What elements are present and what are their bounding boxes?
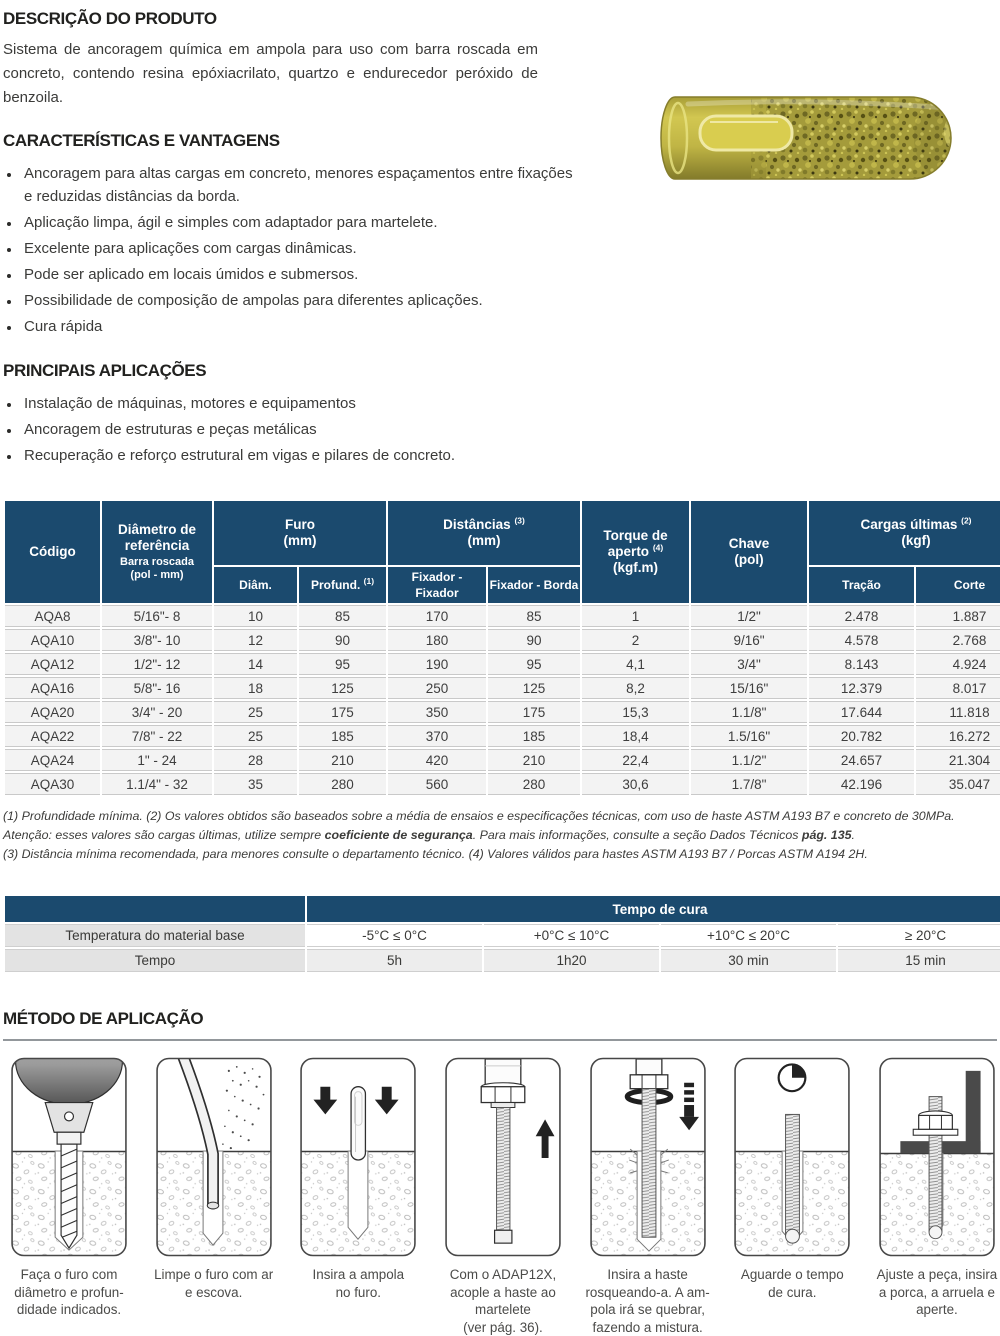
step-5-drive-rod-illustration [589, 1057, 707, 1257]
cell-corte: 11.818 [916, 701, 1000, 723]
cell-corte: 4.924 [916, 653, 1000, 675]
step-5-caption: Insira a haste rosqueando-a. A am- pola irá se quebrar, fazendo a mistura. [585, 1267, 710, 1335]
cell-furo-diam: 14 [214, 653, 297, 675]
col-fix-borda: Fixador - Borda [488, 567, 580, 603]
cell-furo-diam: 25 [214, 725, 297, 747]
cell-fix-fix: 370 [388, 725, 486, 747]
spec-row [5, 725, 1000, 747]
method-step-2 [148, 1057, 280, 1336]
cure-time-label: Tempo [5, 949, 305, 972]
footnote-line-1: (1) Profundidade mínima. (2) Os valores obtidos são baseados sobre a média de ensaios e especificações técnicas, com uso de haste ASTM A193 B7 e concreto de 30MPa. [3, 809, 955, 823]
spec-row [5, 653, 1000, 675]
cell-chave: 9/16" [691, 629, 807, 651]
step-7-fasten-illustration [878, 1057, 996, 1257]
cell-furo-profund: 185 [299, 725, 386, 747]
footnotes [3, 807, 999, 864]
col-codigo: Código [5, 501, 100, 603]
cell-diametro: 5/16"- 8 [102, 605, 212, 627]
spec-row [5, 677, 1000, 699]
cell-tracao: 4.578 [809, 629, 914, 651]
feature-item: • Aplicação limpa, ágil e simples com adaptador para martelete. [21, 211, 573, 234]
method-step-5 [582, 1057, 714, 1336]
col-distancias: Distâncias $^{(3)}$ (mm) [388, 501, 580, 565]
cell-diametro: 1/2"- 12 [102, 653, 212, 675]
spec-table-body [5, 605, 1000, 795]
cell-fix-borda: 175 [488, 701, 580, 723]
cure-time-2: 1h20 [484, 949, 659, 972]
cell-codigo: AQA24 [5, 749, 100, 771]
feature-item: • Possibilidade de composição de ampolas para diferentes aplicações. [21, 289, 573, 312]
cell-tracao: 8.143 [809, 653, 914, 675]
cell-furo-profund: 210 [299, 749, 386, 771]
cell-chave: 1.1/2" [691, 749, 807, 771]
method-title: MÉTODO DE APLICAÇÃO [3, 1009, 204, 1028]
cell-torque: 22,4 [582, 749, 689, 771]
divider [3, 1039, 997, 1041]
spec-row [5, 605, 1000, 627]
capsule-illustration [648, 88, 998, 188]
description-body: Sistema de ancoragem química em ampola para uso com barra roscada em concreto, contendo resina epóxiacrilato, quartzo e endurecedor peróxido de benzoila. [3, 41, 538, 106]
cell-torque: 18,4 [582, 725, 689, 747]
cure-table [3, 894, 1000, 974]
cell-corte: 1.887 [916, 605, 1000, 627]
footnote-line-2: Atenção: esses valores são cargas últimas, utilize sempre coeficiente de segurança. Para mais informações, consulte a seção Dados Técnicos pág. 135. [3, 828, 855, 842]
cell-codigo: AQA12 [5, 653, 100, 675]
step-4-adapter-illustration [444, 1057, 562, 1257]
step-1-drill-illustration [10, 1057, 128, 1257]
cell-fix-fix: 250 [388, 677, 486, 699]
spec-table [3, 499, 1000, 797]
cell-diametro: 5/8"- 16 [102, 677, 212, 699]
method-step-3 [292, 1057, 424, 1336]
cell-furo-diam: 28 [214, 749, 297, 771]
feature-item: • Ancoragem para altas cargas em concreto, menores espaçamentos entre fixações e reduzidas distâncias da borda. [21, 162, 573, 208]
cell-diametro: 3/4" - 20 [102, 701, 212, 723]
features-list [3, 162, 573, 338]
col-diametro: Diâmetro de referência Barra roscada (pol - mm) [102, 501, 212, 603]
step-3-insert-capsule-illustration [299, 1057, 417, 1257]
step-7-caption: Ajuste a peça, insira a porca, a arruela e aperte. [876, 1267, 998, 1317]
cell-furo-profund: 280 [299, 773, 386, 795]
step-6-wait-cure-illustration [733, 1057, 851, 1257]
applications-title: PRINCIPAIS APLICAÇÕES [3, 361, 207, 380]
col-fix-fix: Fixador - Fixador [388, 567, 486, 603]
cell-fix-borda: 90 [488, 629, 580, 651]
cell-furo-diam: 12 [214, 629, 297, 651]
cell-tracao: 2.478 [809, 605, 914, 627]
cell-torque: 2 [582, 629, 689, 651]
cell-fix-borda: 95 [488, 653, 580, 675]
cell-chave: 1.5/16" [691, 725, 807, 747]
cell-fix-borda: 210 [488, 749, 580, 771]
cure-time-3: 30 min [661, 949, 836, 972]
col-tracao: Tração [809, 567, 914, 603]
cure-time-4: 15 min [838, 949, 1000, 972]
method-step-1 [3, 1057, 135, 1336]
col-profund: Profund. $^{(1)}$ [299, 567, 386, 603]
col-corte: Corte [916, 567, 1000, 603]
cell-torque: 15,3 [582, 701, 689, 723]
cell-tracao: 12.379 [809, 677, 914, 699]
cell-chave: 15/16" [691, 677, 807, 699]
cure-temp-label: Temperatura do material base [5, 924, 305, 947]
cell-fix-fix: 560 [388, 773, 486, 795]
cell-codigo: AQA10 [5, 629, 100, 651]
step-2-clean-illustration [155, 1057, 273, 1257]
cell-fix-fix: 350 [388, 701, 486, 723]
description-title: DESCRIÇÃO DO PRODUTO [3, 9, 217, 28]
application-item: • Recuperação e reforço estrutural em vigas e pilares de concreto. [21, 444, 573, 467]
cell-furo-profund: 125 [299, 677, 386, 699]
cell-torque: 30,6 [582, 773, 689, 795]
feature-item: • Excelente para aplicações com cargas dinâmicas. [21, 237, 573, 260]
spec-row [5, 629, 1000, 651]
col-chave: Chave (pol) [691, 501, 807, 603]
cell-furo-diam: 35 [214, 773, 297, 795]
col-furo: Furo (mm) [214, 501, 386, 565]
cell-fix-fix: 190 [388, 653, 486, 675]
spec-row [5, 701, 1000, 723]
cell-tracao: 42.196 [809, 773, 914, 795]
feature-item: • Cura rápida [21, 315, 573, 338]
cure-temp-4: ≥ 20°C [838, 924, 1000, 947]
cure-temp-1: -5°C ≤ 0°C [307, 924, 482, 947]
spec-row [5, 773, 1000, 795]
cell-tracao: 17.644 [809, 701, 914, 723]
cell-codigo: AQA22 [5, 725, 100, 747]
features-title: CARACTERÍSTICAS E VANTAGENS [3, 131, 280, 150]
cell-fix-fix: 170 [388, 605, 486, 627]
chemical-capsule-image [648, 88, 998, 188]
method-step-6 [726, 1057, 858, 1336]
step-2-caption: Limpe o furo com ar e escova. [154, 1267, 274, 1300]
step-1-caption: Faça o furo com diâmetro e profun- didade indicados. [14, 1267, 124, 1317]
step-3-caption: Insira a ampola no furo. [312, 1267, 405, 1300]
cell-codigo: AQA16 [5, 677, 100, 699]
cell-corte: 2.768 [916, 629, 1000, 651]
cell-chave: 3/4" [691, 653, 807, 675]
cell-corte: 21.304 [916, 749, 1000, 771]
cell-torque: 8,2 [582, 677, 689, 699]
cell-chave: 1.7/8" [691, 773, 807, 795]
cell-tracao: 24.657 [809, 749, 914, 771]
cell-fix-borda: 85 [488, 605, 580, 627]
cell-torque: 4,1 [582, 653, 689, 675]
cell-fix-borda: 280 [488, 773, 580, 795]
cell-fix-borda: 185 [488, 725, 580, 747]
cure-header-spacer [5, 896, 305, 922]
cell-torque: 1 [582, 605, 689, 627]
application-item: • Instalação de máquinas, motores e equipamentos [21, 392, 573, 415]
spec-table-head [5, 501, 1000, 603]
cell-tracao: 20.782 [809, 725, 914, 747]
cell-furo-diam: 25 [214, 701, 297, 723]
col-torque: Torque de aperto $^{(4)}$ (kgf.m) [582, 501, 689, 603]
cell-corte: 16.272 [916, 725, 1000, 747]
cell-furo-profund: 85 [299, 605, 386, 627]
col-cargas: Cargas últimas $^{(2)}$ (kgf) [809, 501, 1000, 565]
cure-title: Tempo de cura [307, 896, 1000, 922]
cure-temp-3: +10°C ≤ 20°C [661, 924, 836, 947]
cure-time-1: 5h [307, 949, 482, 972]
cell-codigo: AQA20 [5, 701, 100, 723]
cell-fix-fix: 180 [388, 629, 486, 651]
cell-diametro: 7/8" - 22 [102, 725, 212, 747]
cell-chave: 1/2" [691, 605, 807, 627]
cell-fix-borda: 125 [488, 677, 580, 699]
cell-fix-fix: 420 [388, 749, 486, 771]
cure-temp-2: +0°C ≤ 10°C [484, 924, 659, 947]
method-step-4 [437, 1057, 569, 1336]
cell-furo-diam: 10 [214, 605, 297, 627]
cell-corte: 8.017 [916, 677, 1000, 699]
spec-row [5, 749, 1000, 771]
cell-codigo: AQA30 [5, 773, 100, 795]
footnote-line-3: (3) Distância mínima recomendada, para menores consulte o departamento técnico. (4) Valores válidos para hastes ASTM A193 B7 / Porcas ASTM A194 2H. [3, 847, 868, 861]
cell-corte: 35.047 [916, 773, 1000, 795]
cell-furo-profund: 175 [299, 701, 386, 723]
cell-furo-profund: 95 [299, 653, 386, 675]
method-step-7 [871, 1057, 1000, 1336]
applications-list [3, 392, 573, 467]
application-item: • Ancoragem de estruturas e peças metálicas [21, 418, 573, 441]
step-4-caption: Com o ADAP12X, acople a haste ao martelete (ver pág. 36). [449, 1267, 557, 1335]
cell-diametro: 3/8"- 10 [102, 629, 212, 651]
cell-diametro: 1.1/4" - 32 [102, 773, 212, 795]
cell-furo-profund: 90 [299, 629, 386, 651]
cell-codigo: AQA8 [5, 605, 100, 627]
cell-furo-diam: 18 [214, 677, 297, 699]
col-diam: Diâm. [214, 567, 297, 603]
cell-diametro: 1" - 24 [102, 749, 212, 771]
step-6-caption: Aguarde o tempo de cura. [740, 1267, 844, 1300]
feature-item: • Pode ser aplicado em locais úmidos e submersos. [21, 263, 573, 286]
cell-chave: 1.1/8" [691, 701, 807, 723]
method-steps [3, 1057, 1000, 1336]
